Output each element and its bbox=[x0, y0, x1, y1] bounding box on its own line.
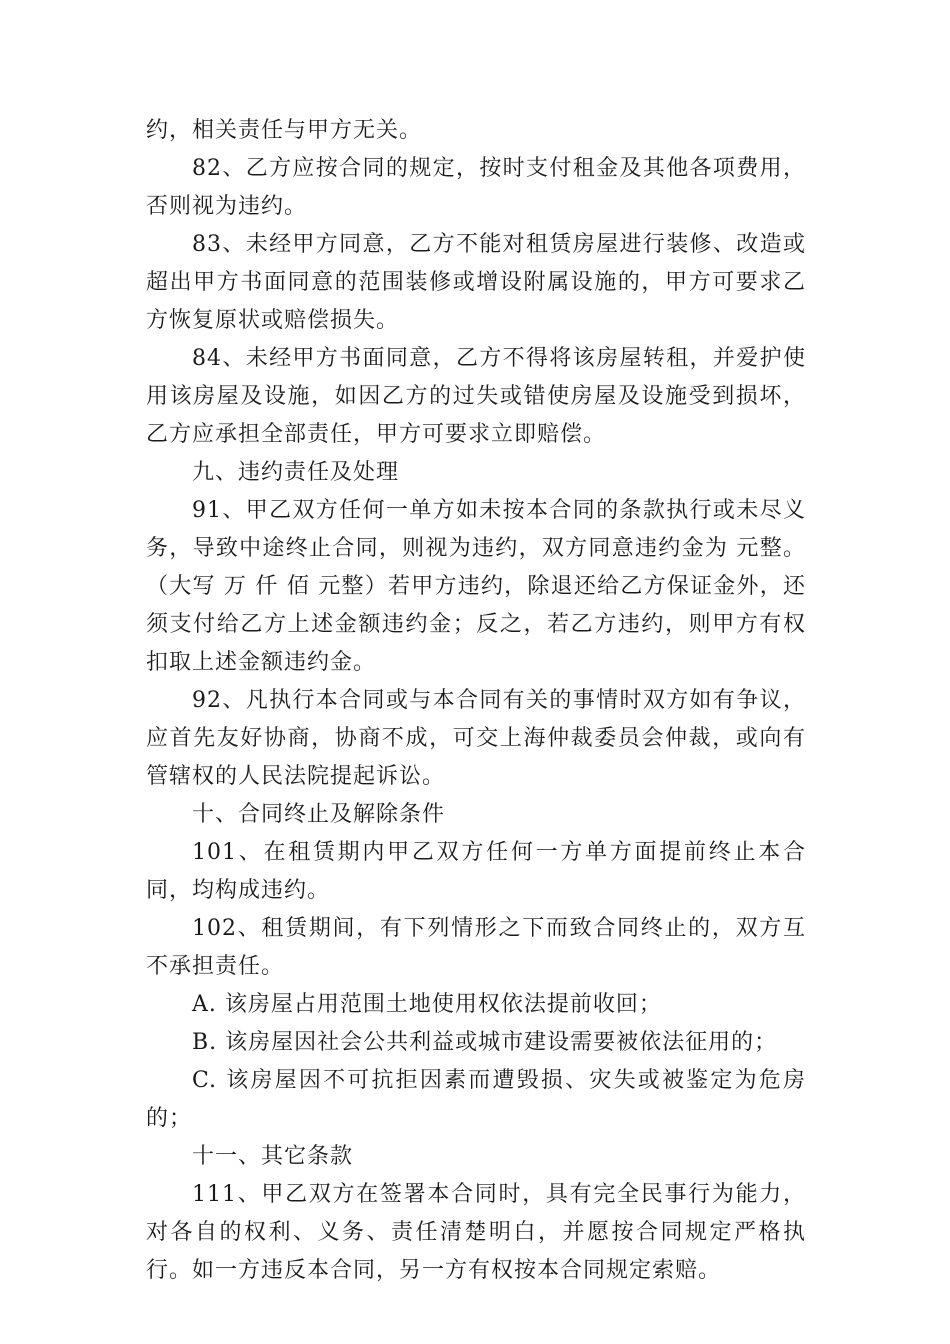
list-item-b: B. 该房屋因社会公共利益或城市建设需要被依法征用的； bbox=[192, 1030, 778, 1055]
section-heading-9: 九、违约责任及处理 bbox=[192, 460, 400, 485]
clause-91: 91、甲乙双方任何一单方如未按本合同的条款执行或未尽义务，导致中途终止合同，则视为违约，双方同意违约金为 元整。（大写 万 仟 佰 元整）若甲方违约，除退还给乙方保证金外，还须支付给乙方上述金额违约金；反之，若乙方违约，则甲方有权扣取上述金额违约金。 bbox=[146, 498, 806, 675]
clause-102: 102、租赁期间，有下列情形之下而致合同终止的，双方互不承担责任。 bbox=[146, 916, 806, 979]
clause-82: 82、乙方应按合同的规定，按时支付租金及其他各项费用，否则视为违约。 bbox=[146, 156, 806, 219]
clause-84: 84、未经甲方书面同意，乙方不得将该房屋转租，并爱护使用该房屋及设施，如因乙方的过失或错使房屋及设施受到损坏，乙方应承担全部责任，甲方可要求立即赔偿。 bbox=[146, 346, 806, 447]
list-item-c: C. 该房屋因不可抗拒因素而遭毁损、灾失或被鉴定为危房的； bbox=[146, 1068, 806, 1131]
paragraph-continuation: 约，相关责任与甲方无关。 bbox=[146, 118, 423, 143]
section-heading-11: 十一、其它条款 bbox=[192, 1144, 354, 1169]
clause-83: 83、未经甲方同意，乙方不能对租赁房屋进行装修、改造或超出甲方书面同意的范围装修或增设附属设施的，甲方可要求乙方恢复原状或赔偿损失。 bbox=[146, 232, 806, 333]
clause-101: 101、在租赁期内甲乙双方任何一方单方面提前终止本合同，均构成违约。 bbox=[146, 840, 806, 903]
section-heading-10: 十、合同终止及解除条件 bbox=[192, 802, 446, 827]
list-item-a: A. 该房屋占用范围土地使用权依法提前收回； bbox=[192, 992, 662, 1017]
clause-111: 111、甲乙双方在签署本合同时，具有完全民事行为能力，对各自的权利、义务、责任清楚明白，并愿按合同规定严格执行。如一方违反本合同，另一方有权按本合同规定索赔。 bbox=[146, 1182, 806, 1283]
clause-92: 92、凡执行本合同或与本合同有关的事情时双方如有争议，应首先友好协商，协商不成，可交上海仲裁委员会仲裁，或向有管辖权的人民法院提起诉讼。 bbox=[146, 688, 806, 789]
